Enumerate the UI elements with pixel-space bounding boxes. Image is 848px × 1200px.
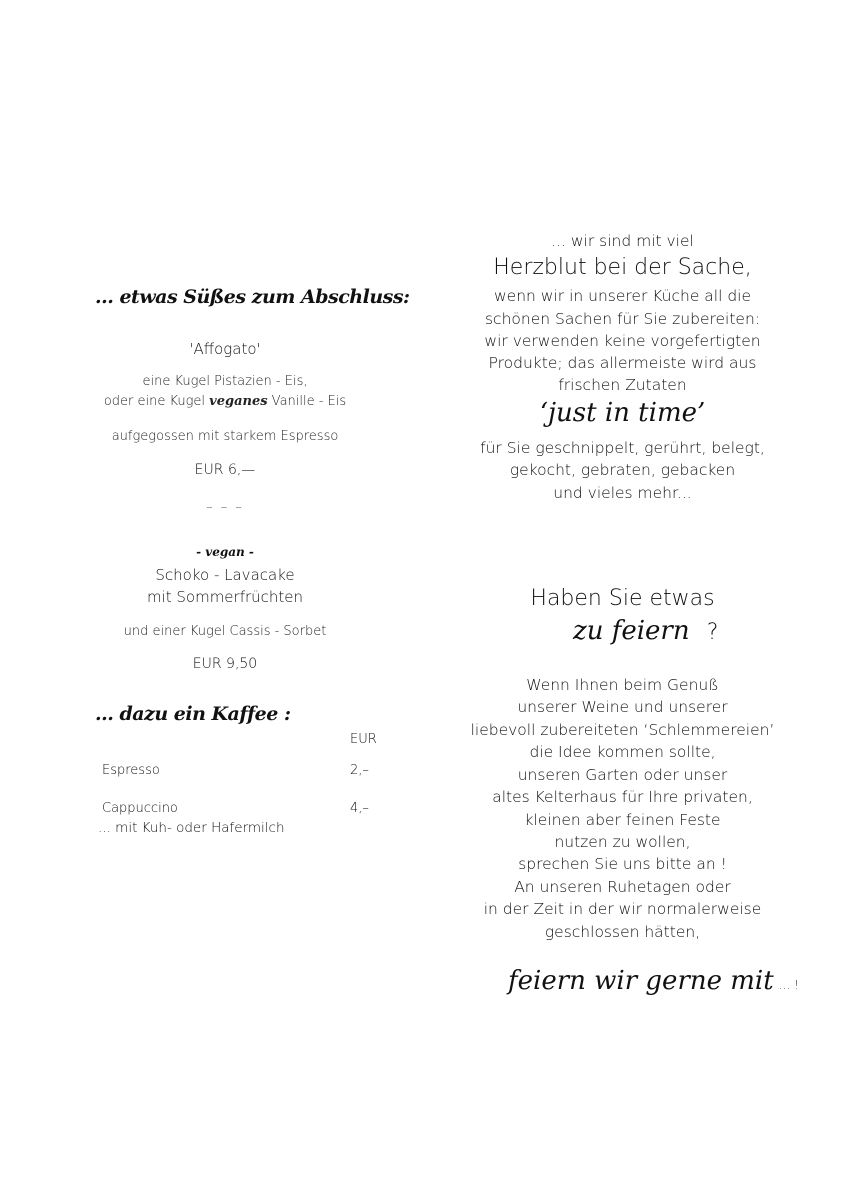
coffee-item-price: 4,– bbox=[350, 801, 369, 816]
closing-script: feiern wir gerne mit bbox=[508, 966, 774, 996]
lavacake-desc: und einer Kugel Cassis - Sorbet bbox=[123, 624, 327, 639]
intro-text-line: frischen Zutaten bbox=[558, 376, 687, 394]
party-line: An unseren Ruhetagen oder bbox=[514, 878, 731, 896]
party-line: unserer Weine und unserer bbox=[517, 698, 728, 716]
party-line: altes Kelterhaus für Ihre privaten, bbox=[492, 788, 753, 806]
intro-text-line: wenn wir in unserer Küche all die bbox=[494, 287, 751, 305]
affogato-line2-after: Vanille - Eis bbox=[267, 394, 347, 409]
coffee-item-price: 2,– bbox=[350, 763, 369, 778]
party-line: liebevoll zubereiteten ‘Schlemmereien’ bbox=[470, 721, 775, 739]
party-line: die Idee kommen sollte, bbox=[529, 743, 716, 761]
coffee-item-note: ... mit Kuh- oder Hafermilch bbox=[98, 820, 285, 836]
intro-text-line: schönen Sachen für Sie zubereiten: bbox=[484, 310, 761, 328]
closing-tail: ... ! bbox=[778, 978, 799, 992]
lavacake-title-line2: mit Sommerfrüchten bbox=[146, 588, 304, 606]
affogato-desc-line3: aufgegossen mit starkem Espresso bbox=[111, 429, 339, 444]
section-divider: – – – bbox=[206, 500, 244, 515]
coffee-item-name: Cappuccino bbox=[102, 801, 178, 816]
affogato-desc-line2 bbox=[60, 394, 390, 409]
affogato-line2-emph: veganes bbox=[209, 394, 268, 409]
coffee-item-name: Espresso bbox=[102, 763, 160, 778]
party-line: Wenn Ihnen beim Genuß bbox=[526, 676, 719, 694]
intro-headline: Herzblut bei der Sache, bbox=[493, 255, 752, 280]
vegan-tag: - vegan - bbox=[196, 545, 254, 559]
process-line: für Sie geschnippelt, gerührt, belegt, bbox=[480, 439, 765, 457]
lavacake-title-line1: Schoko - Lavacake bbox=[155, 566, 295, 584]
affogato-line2-before: oder eine Kugel bbox=[103, 394, 210, 409]
question-mark: ? bbox=[706, 620, 719, 645]
affogato-title: 'Affogato' bbox=[189, 340, 261, 358]
lavacake-price: EUR 9,50 bbox=[192, 656, 258, 672]
question-script-line bbox=[573, 616, 718, 646]
party-line: sprechen Sie uns bitte an ! bbox=[518, 855, 727, 873]
party-line: in der Zeit in der wir normalerweise bbox=[483, 900, 762, 918]
party-line: unseren Garten oder unser bbox=[517, 766, 728, 784]
coffee-currency-header: EUR bbox=[350, 732, 377, 747]
process-line: gekocht, gebraten, gebacken bbox=[509, 461, 736, 479]
affogato-price: EUR 6,— bbox=[194, 462, 256, 478]
process-line: und vieles mehr... bbox=[553, 484, 692, 502]
party-line: kleinen aber feinen Feste bbox=[524, 811, 721, 829]
intro-line: ... wir sind mit viel bbox=[551, 232, 694, 250]
question-heading: Haben Sie etwas bbox=[530, 586, 715, 611]
closing-line bbox=[508, 966, 799, 996]
intro-text-line: Produkte; das allermeiste wird aus bbox=[488, 354, 757, 372]
just-in-time: ‘just in time’ bbox=[539, 398, 706, 428]
affogato-desc-line1: eine Kugel Pistazien - Eis, bbox=[142, 374, 308, 389]
party-line: nutzen zu wollen, bbox=[554, 833, 691, 851]
party-line: geschlossen hätten, bbox=[544, 923, 701, 941]
coffee-heading: ... dazu ein Kaffee : bbox=[95, 703, 291, 725]
dessert-heading: ... etwas Süßes zum Abschluss: bbox=[95, 286, 410, 308]
question-script: zu feiern bbox=[573, 616, 690, 646]
intro-text-line: wir verwenden keine vorgefertigten bbox=[484, 332, 761, 350]
